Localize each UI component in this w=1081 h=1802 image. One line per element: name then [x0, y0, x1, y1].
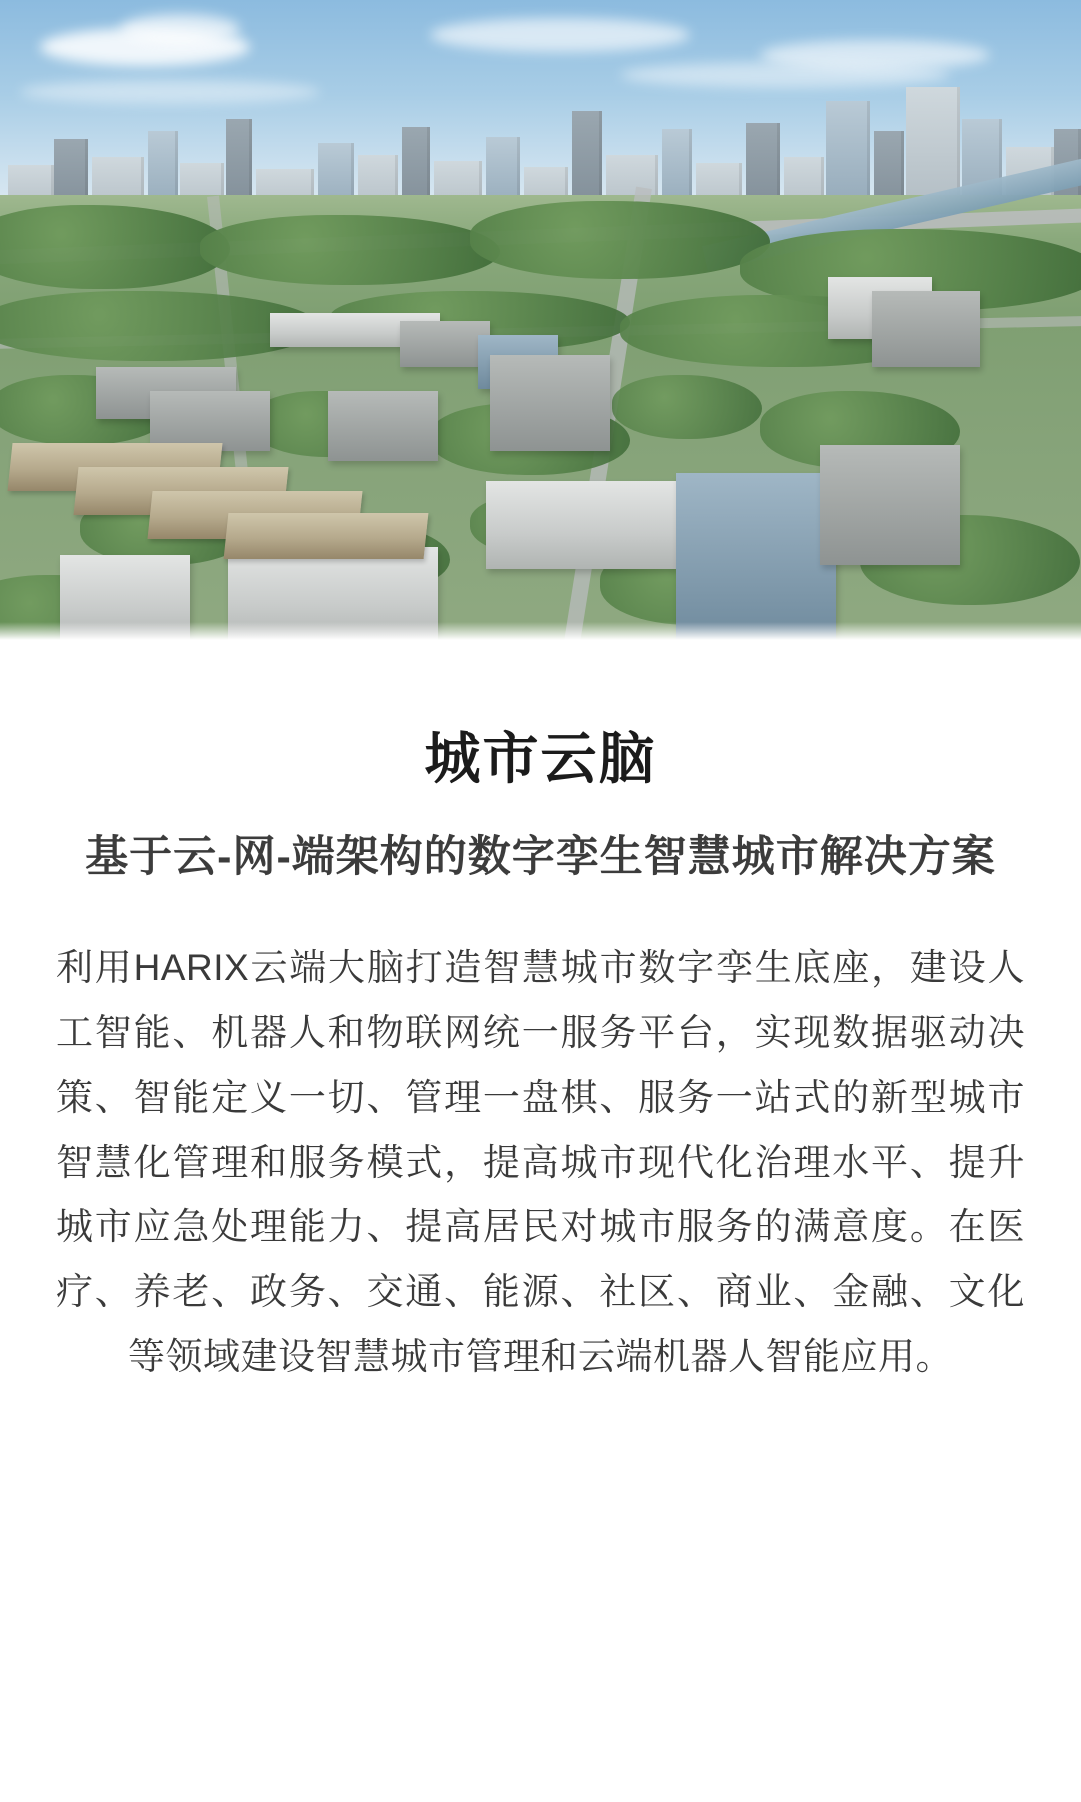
page-title: 城市云脑: [424, 727, 657, 790]
cloud-shape: [430, 18, 690, 52]
body-paragraph: 利用HARIX云端大脑打造智慧城市数字孪生底座，建设人工智能、机器人和物联网统一服务平台，实现数据驱动决策、智能定义一切、管理一盘棋、服务一站式的新型城市智慧化管理和服务模式，提高城市现代化治理水平、提升城市应急处理能力、提高居民对城市服务的满意度。在医疗、养老、政务、交通、能源、社区、商业、金融、文化等领域建设智慧城市管理和云端机器人智能应用。: [56, 947, 1025, 1377]
hero-image: [0, 0, 1081, 640]
article-content: [0, 640, 1081, 1450]
city-ground-layer: [0, 195, 1081, 640]
page-subtitle: 基于云-网-端架构的数字孪生智慧城市解决方案: [85, 833, 996, 882]
hero-bottom-fade: [0, 622, 1081, 640]
cloud-shape: [120, 14, 240, 44]
